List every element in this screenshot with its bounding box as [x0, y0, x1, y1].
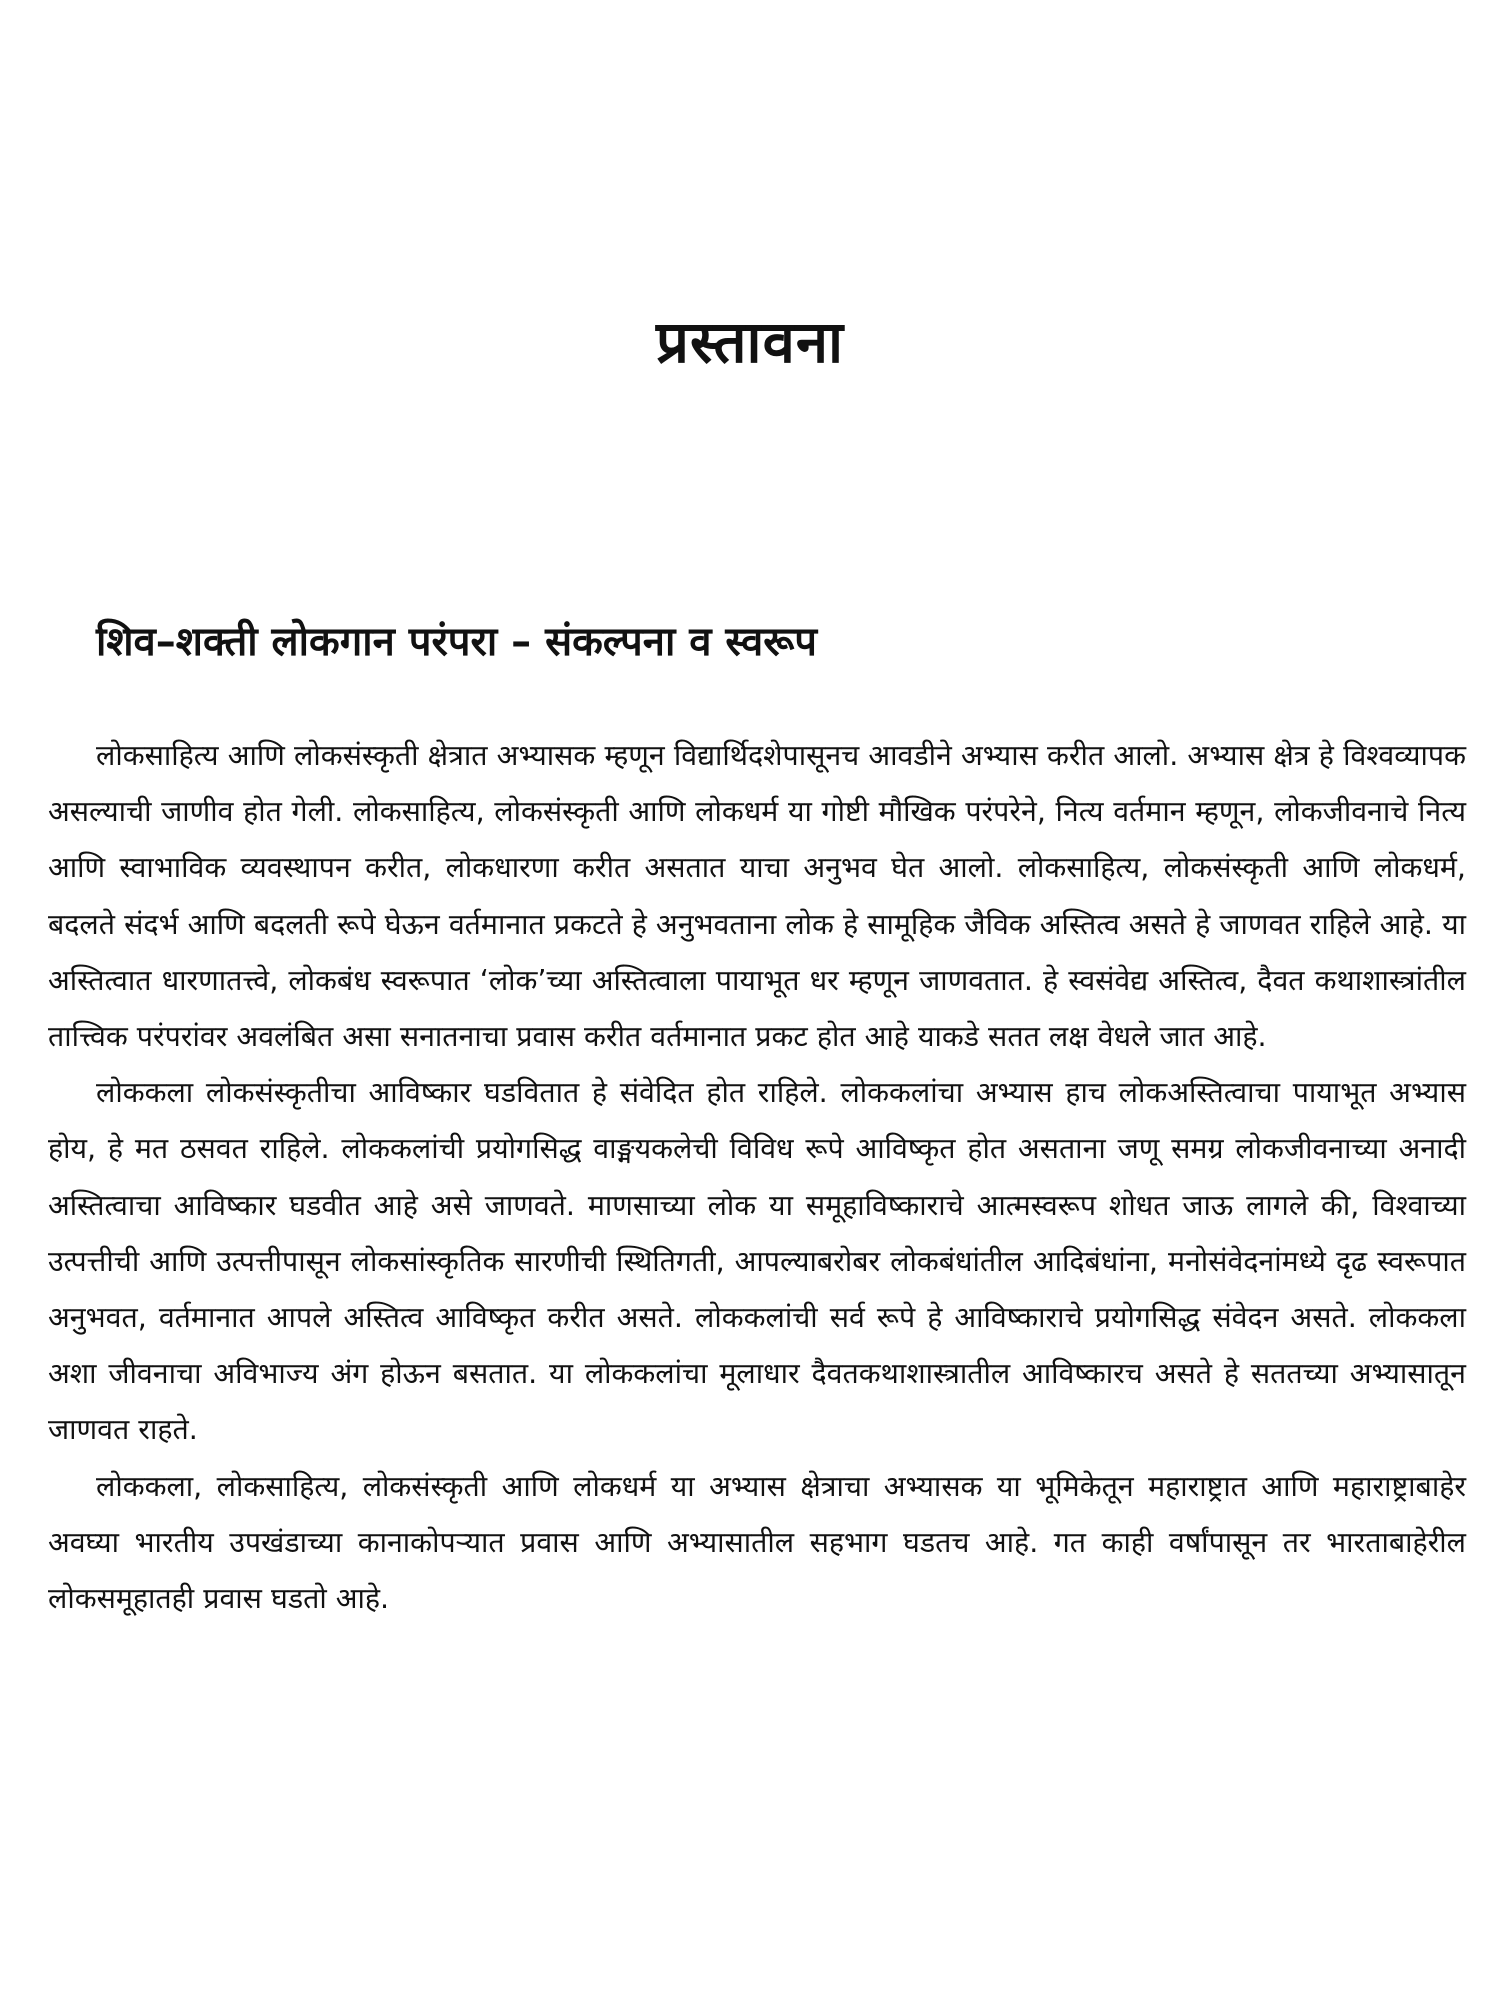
paragraph-3: लोककला, लोकसाहित्य, लोकसंस्कृती आणि लोकधर्म या अभ्यास क्षेत्राचा अभ्यासक या भूमिकेतून महाराष्ट्रात आणि महाराष्ट्राबाहेर अवघ्या भारतीय उपखंडाच्या कानाकोपऱ्यात प्रवास आणि अभ्यासातील सहभाग घडतच आहे. गत काही वर्षांपासून तर भारताबाहेरील लोकसमूहातही प्रवास घडतो आहे.	[48, 1469, 1466, 1616]
body-text	[48, 728, 1466, 1627]
paragraph-2: लोककला लोकसंस्कृतीचा आविष्कार घडवितात हे संवेदित होत राहिले. लोककलांचा अभ्यास हाच लोकअस्तित्वाचा पायाभूत अभ्यास होय, हे मत ठसवत राहिले. लोककलांची प्रयोगसिद्ध वाङ्मयकलेची विविध रूपे आविष्कृत होत असताना जणू समग्र लोकजीवनाच्या अनादी अस्तित्वाचा आविष्कार घडवीत आहे असे जाणवते. माणसाच्या लोक या समूहाविष्काराचे आत्मस्वरूप शोधत जाऊ लागले की, विश्वाच्या उत्पत्तीची आणि उत्पत्तीपासून लोकसांस्कृतिक सारणीची स्थितिगती, आपल्याबरोबर लोकबंधांतील आदिबंधांना, मनोसंवेदनांमध्ये दृढ स्वरूपात अनुभवत, वर्तमानात आपले अस्तित्व आविष्कृत करीत असते. लोककलांची सर्व रूपे हे आविष्काराचे प्रयोगसिद्ध संवेदन असते. लोककला अशा जीवनाचा अविभाज्य अंग होऊन बसतात. या लोककलांचा मूलाधार दैवतकथाशास्त्रातील आविष्कारच असते हे सततच्या अभ्यासातून जाणवत राहते.	[48, 1076, 1466, 1447]
paragraph-1: लोकसाहित्य आणि लोकसंस्कृती क्षेत्रात अभ्यासक म्हणून विद्यार्थिदशेपासूनच आवडीने अभ्यास करीत आलो. अभ्यास क्षेत्र हे विश्वव्यापक असल्याची जाणीव होत गेली. लोकसाहित्य, लोकसंस्कृती आणि लोकधर्म या गोष्टी मौखिक परंपरेने, नित्य वर्तमान म्हणून, लोकजीवनाचे नित्य आणि स्वाभाविक व्यवस्थापन करीत, लोकधारणा करीत असतात याचा अनुभव घेत आलो. लोकसाहित्य, लोकसंस्कृती आणि लोकधर्म, बदलते संदर्भ आणि बदलती रूपे घेऊन वर्तमानात प्रकटते हे अनुभवताना लोक हे सामूहिक जैविक अस्तित्व असते हे जाणवत राहिले आहे. या अस्तित्वात धारणातत्त्वे, लोकबंध स्वरूपात ‘लोक’च्या अस्तित्वाला पायाभूत धर म्हणून जाणवतात. हे स्वसंवेद्य अस्तित्व, दैवत कथाशास्त्रांतील तात्त्विक परंपरांवर अवलंबित असा सनातनाचा प्रवास करीत वर्तमानात प्रकट होत आहे याकडे सतत लक्ष वेधले जात आहे.	[48, 739, 1466, 1054]
section-heading: शिव–शक्ती लोकगान परंपरा – संकल्पना व स्वरूप	[96, 619, 817, 665]
page-title: प्रस्तावना	[655, 308, 845, 376]
